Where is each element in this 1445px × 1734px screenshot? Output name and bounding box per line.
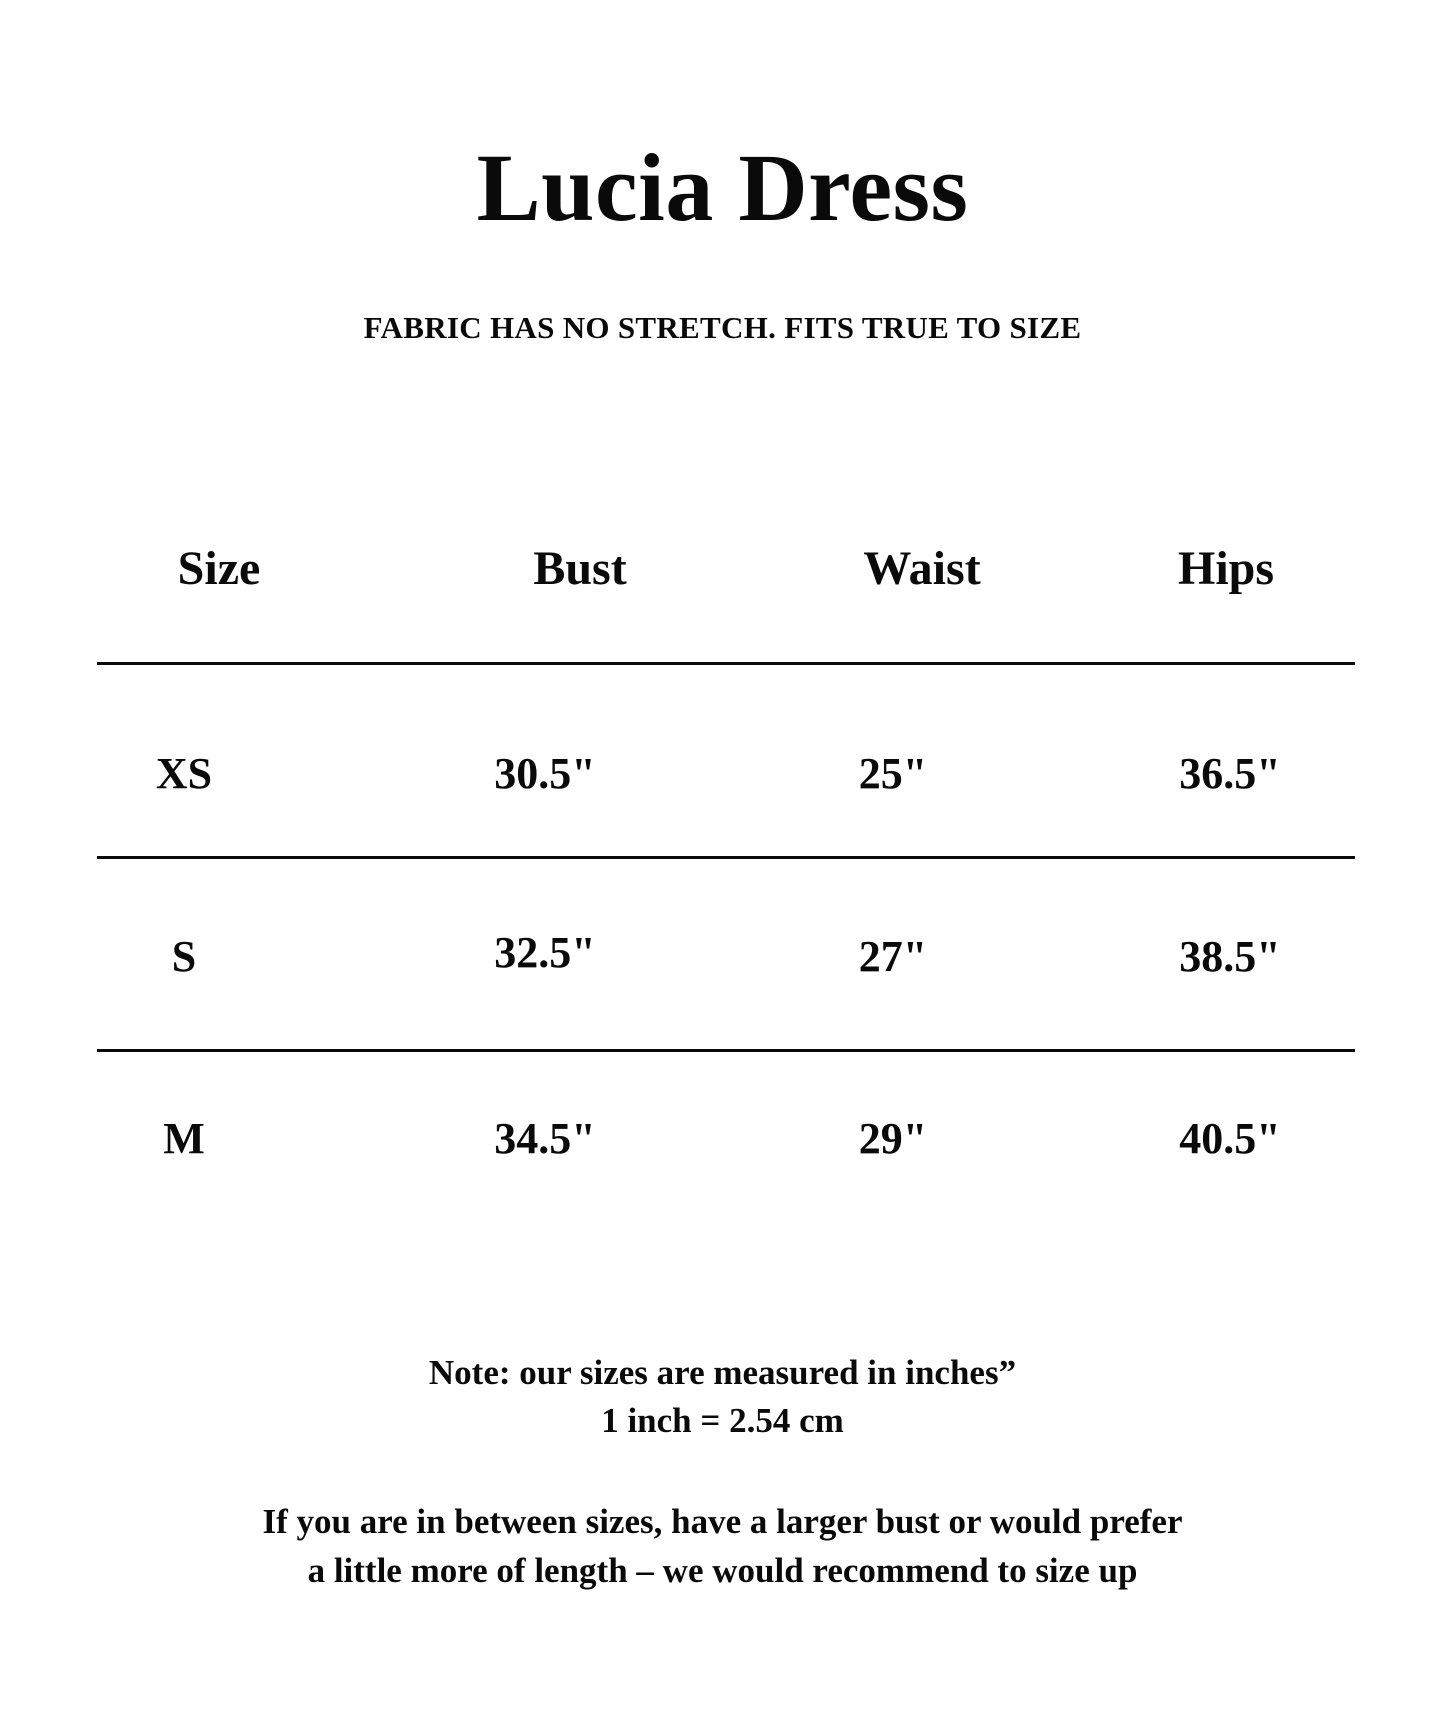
size-label: S [171, 932, 197, 981]
page-title: Lucia Dress [476, 134, 969, 241]
header-hips: Hips [1177, 542, 1275, 595]
divider [97, 662, 1355, 665]
size-label: M [163, 1114, 205, 1163]
header-bust: Bust [533, 542, 627, 595]
waist-value: 29" [858, 1114, 928, 1163]
hips-value: 40.5" [1179, 1114, 1281, 1163]
advice-line-1: If you are in between sizes, have a larger bust or would prefer [262, 1502, 1183, 1541]
bust-value: 32.5" [494, 928, 596, 977]
waist-value: 27" [858, 932, 928, 981]
advice-line-2: a little more of length – we would recommend to size up [307, 1551, 1138, 1590]
header-size: Size [177, 542, 261, 595]
note-line-units: Note: our sizes are measured in inches” [428, 1353, 1017, 1392]
divider [97, 856, 1355, 859]
fit-note: FABRIC HAS NO STRETCH. FITS TRUE TO SIZE [363, 310, 1082, 345]
bust-value: 34.5" [494, 1114, 596, 1163]
divider [97, 1049, 1355, 1052]
note-line-conversion: 1 inch = 2.54 cm [601, 1401, 844, 1440]
size-label: XS [155, 749, 213, 798]
waist-value: 25" [858, 749, 928, 798]
header-waist: Waist [863, 542, 981, 595]
hips-value: 36.5" [1179, 749, 1281, 798]
bust-value: 30.5" [494, 749, 596, 798]
hips-value: 38.5" [1179, 932, 1281, 981]
